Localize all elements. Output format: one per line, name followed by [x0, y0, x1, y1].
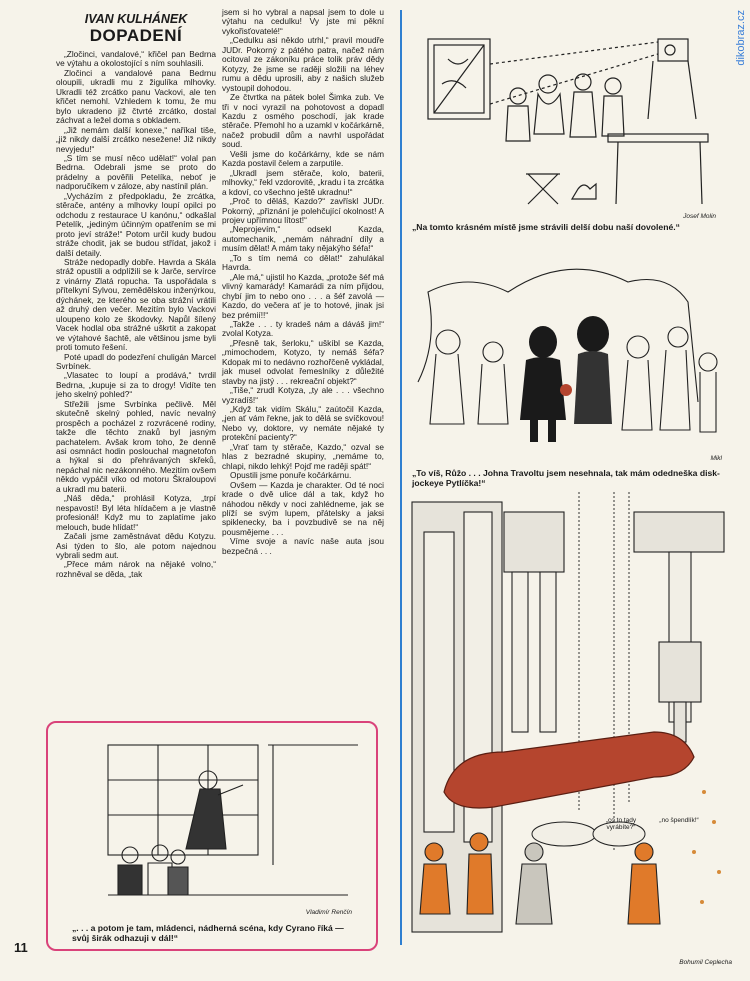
paragraph: „Přece mám nárok na nějaké volno,“ rozhněval se děda, „tak — [56, 559, 216, 579]
speech-bubble: „co to tady vyrábíte?“ — [605, 817, 637, 831]
paragraph: „Zločinci, vandalové,“ křičel pan Bedrna ve výtahu a okolostojící s ním souhlasili. — [56, 49, 216, 69]
cartoon-disk-jockey-drawing — [408, 242, 726, 462]
speech-bubble: „no špendlík!“ — [659, 817, 699, 824]
column-divider — [400, 10, 402, 945]
paragraph: „Vlasatec to loupí a prodává,“ tvrdil Bedrna, „kupuje si za to drogy! Vidíte ten jeho skelný pohled?“ — [56, 370, 216, 400]
paragraph: „Již nemám další konexe,“ naříkal tiše, „již nikdy další zrcátko nesežene! Již nikdy nevyjedu!“ — [56, 124, 216, 154]
paragraph: „Ukradl jsem stěrače, kolo, baterii, mlhovky,“ řekl vzdorovitě, „kradu i ta zrcátka a kdoví, co všechno ještě ukradnu!“ — [222, 167, 384, 197]
article-body-1 — [56, 50, 216, 579]
paragraph: „Vycházím z předpokladu, že zrcátka, stěrače, antény a mlhovky loupí opilci po odchodu z restaurace U kanónu,“ odkašlal Petelík, „jediným účinným opatřením se mi proto jeví stráže!“ Potom určil kudy budou stráže chodit, jak se budou střídat, jakož i další detaily. — [56, 190, 216, 258]
cartoon-caption: „Na tomto krásném místě jsme strávili delší dobu naší dovolené.“ — [412, 222, 680, 232]
paragraph: „Vrať tam ty stěrače, Kazdo,“ ozval se hlas z bezradné skupiny, „nemáme to, chlapi, nikdo lehký! Pojď me raději spát!“ — [222, 441, 384, 471]
paragraph: Ze čtvrtka na pátek bolel Šimka zub. Ve tři v noci vyrazil na pohotovost a dopadl Kazdu z osmého poschodí, jak krade stěrače. Přemohl ho a uzamkl v kočárkárně, načež probudil dům a navrhl uspořádat soud. — [222, 92, 384, 150]
cartoon-slideshow-drawing — [408, 24, 720, 220]
paragraph: Zločinci a vandalové pana Bedrnu oloupili, ukradli mu z žigulíka mlhovky. Ukradli též zrcátko panu Vackovi, ale ten křičet nemohl. Vzhledem k tomu, že mu bylo ukradeno již čtvrté zrcátko, dostal záchvat a ležel doma s obkladem. — [56, 67, 216, 126]
paragraph: „S tím se musí něco udělat!“ volal pan Bedrna. Odebrali jsme se proto do prádelny a pověřili Petelíka, neboť je nadporučíkem v záloze, aby nastínil plán. — [56, 152, 216, 192]
paragraph: Střežili jsme Svrbínka pečlivě. Měl skutečně skelný pohled, navíc nevalný prospěch a pocházel z rozvrácené rodiny, takže dle těchto znaků byl jasným pachatelem. Avšak krom toho, že denně asi osmnáct hodin poslouchal magnetofon a hýkal si do přehrávaných skřeků, nepáchal nic nezákonného. Mezitím ovšem někdo vypáčil víko od motoru Škraloupovi a ukradl mu baterii. — [56, 398, 216, 494]
paragraph: Víme svoje a navíc naše auta jsou bezpečná . . . — [222, 536, 384, 556]
cartoon-frame — [46, 721, 378, 951]
paragraph: Poté upadl do podezření chuligán Marcel Svrbínek. — [56, 351, 216, 371]
site-watermark: dikobraz.cz — [735, 10, 747, 66]
paragraph: „Když tak vidím Skálu,“ zaútočil Kazda, „jen ať vám řekne, jak to dělá se svíčkovou! Nebo vy, doktore, vy nemáte nějaké ty protekční pacienty?“ — [222, 404, 384, 443]
paragraph: „Náš děda,“ prohlásil Kotyza, „trpí nespavostí! Byl léta hlídačem a je vlastně profesionál! Když mu to zaplatíme jako melouch, bude hlídat!“ — [56, 493, 216, 532]
page-number: 11 — [14, 940, 28, 955]
paragraph: „Ale má,“ ujistil ho Kazda, „protože šéf má vlivný kamarády! Kamarádi za ním přijdou, chybí jim to nebo ono . . . a šéf zavolá — Kazdo, do večera ať je to hotové, jinak jsi bez prémií!!“ — [222, 271, 385, 320]
article-body-2 — [222, 8, 384, 556]
cartoon-caption: „To víš, Růžo . . . Johna Travoltu jsem nesehnala, tak mám odedneška disk-jockeye Pytlíčka!“ — [412, 468, 720, 488]
article-column-2 — [222, 8, 384, 556]
paragraph: „Přesně tak, šerloku,“ uškíbl se Kazda, „mimochodem, Kotyzo, ty nemáš šéfa? Kdopak mi to nedávno rozhořčeně vykládal, jak musel odvolat řemeslníky z důležité stavby na jistý . . . rekreační objekt?“ — [222, 337, 384, 386]
paragraph: „Proč to děláš, Kazdo?“ zavřískl JUDr. Pokorný, „přiznání je polehčující okolnost! A projev upřímnou lítost!“ — [222, 196, 384, 225]
paragraph: „Cedulku asi někdo utrhl,“ pravil moudře JUDr. Pokorný z pátého patra, načež nám ocitoval ze zákoníku práce tolik práv dědy Kotyzy, že jsme se raději složili na léhev rumu a dědu uprosili, aby z našich služeb vystoupil dohodou. — [222, 35, 384, 93]
paragraph: „Neprojevím,“ odsekl Kazda, automechanik, „nemám náhradní díly a musím dělat! A mám taky nějakýho šéfa!“ — [222, 224, 384, 254]
paragraph: „Takže . . . ty kradeš nám a dáváš jim!“ zvolal Kotyza. — [222, 318, 384, 339]
cartoon-forge — [404, 492, 736, 970]
paragraph: „Tiše,“ zrudl Kotyza, „ty ale . . . všechno vyzradíš!“ — [222, 385, 384, 405]
cartoon-credit: Vladimír Renčín — [305, 909, 352, 916]
paragraph: „To s tím nemá co dělat!“ zahulákal Havrda. — [222, 252, 384, 273]
article-column-1 — [56, 8, 216, 579]
paragraph: Vešli jsme do kočárkárny, kde se nám Kazda postavil čelem a zarputile. — [222, 148, 384, 169]
cartoon-credit: Bohumil Ceplecha — [679, 959, 732, 966]
paragraph: Ovšem — Kazda je charakter. Od té noci krade o dvě ulice dál a tak, když ho náhodou někdy v noci zahlédneme, jak se plíží se svým lupem, přátelsky a jaksi spiklenecky, ba i povzbudivě se na něj pousmějeme . . . — [222, 479, 384, 537]
cartoon-credit: Josef Molin — [683, 213, 716, 220]
paragraph: jsem si ho vybral a napsal jsem to dole u výtahu na cedulku! Vy jste mi pěkní vykořisťovatelé!“ — [222, 7, 384, 36]
cartoon-forge-drawing — [404, 492, 736, 970]
article-author: IVAN KULHÁNEK — [84, 12, 188, 26]
cartoon-credit: Mikl — [710, 455, 722, 462]
cartoon-caption: „. . . a potom je tam, mládenci, nádherná scéna, kdy Cyrano říká — svůj širák odhazuji v dál!“ — [72, 923, 344, 943]
paragraph: Stráže nedopadly dobře. Havrda a Skála stráž opustili a odplížili se k Jarče, servírce z vinárny Zlatá ropucha. Ta uspořádala s přítelkyní Sylvou, zemědělskou inženýrkou, dýchánek, ze kterého se oba strážní vrátili až druhý den večer. Mezitím bylo Vackovi uloupeno kolo ze škodovky. Napůl šílený Vacek hodlal oba strážné uškrtit a zakopat ve výtahové šachtě, ale většinou jsme byli proti tomuto řešení. — [56, 256, 216, 353]
cartoon-disk-jockey — [408, 242, 726, 462]
cartoon-slideshow — [408, 24, 720, 220]
paragraph: Opustili jsme ponuře kočárkárnu. — [230, 470, 352, 481]
cartoon-cyrano-drawing — [48, 725, 376, 905]
article-title: DOPADENÍ — [89, 26, 183, 45]
paragraph: Začali jsme zaměstnávat dědu Kotyzu. Asi týden to šlo, ale potom najednou vybrali sedm aut. — [56, 531, 216, 561]
